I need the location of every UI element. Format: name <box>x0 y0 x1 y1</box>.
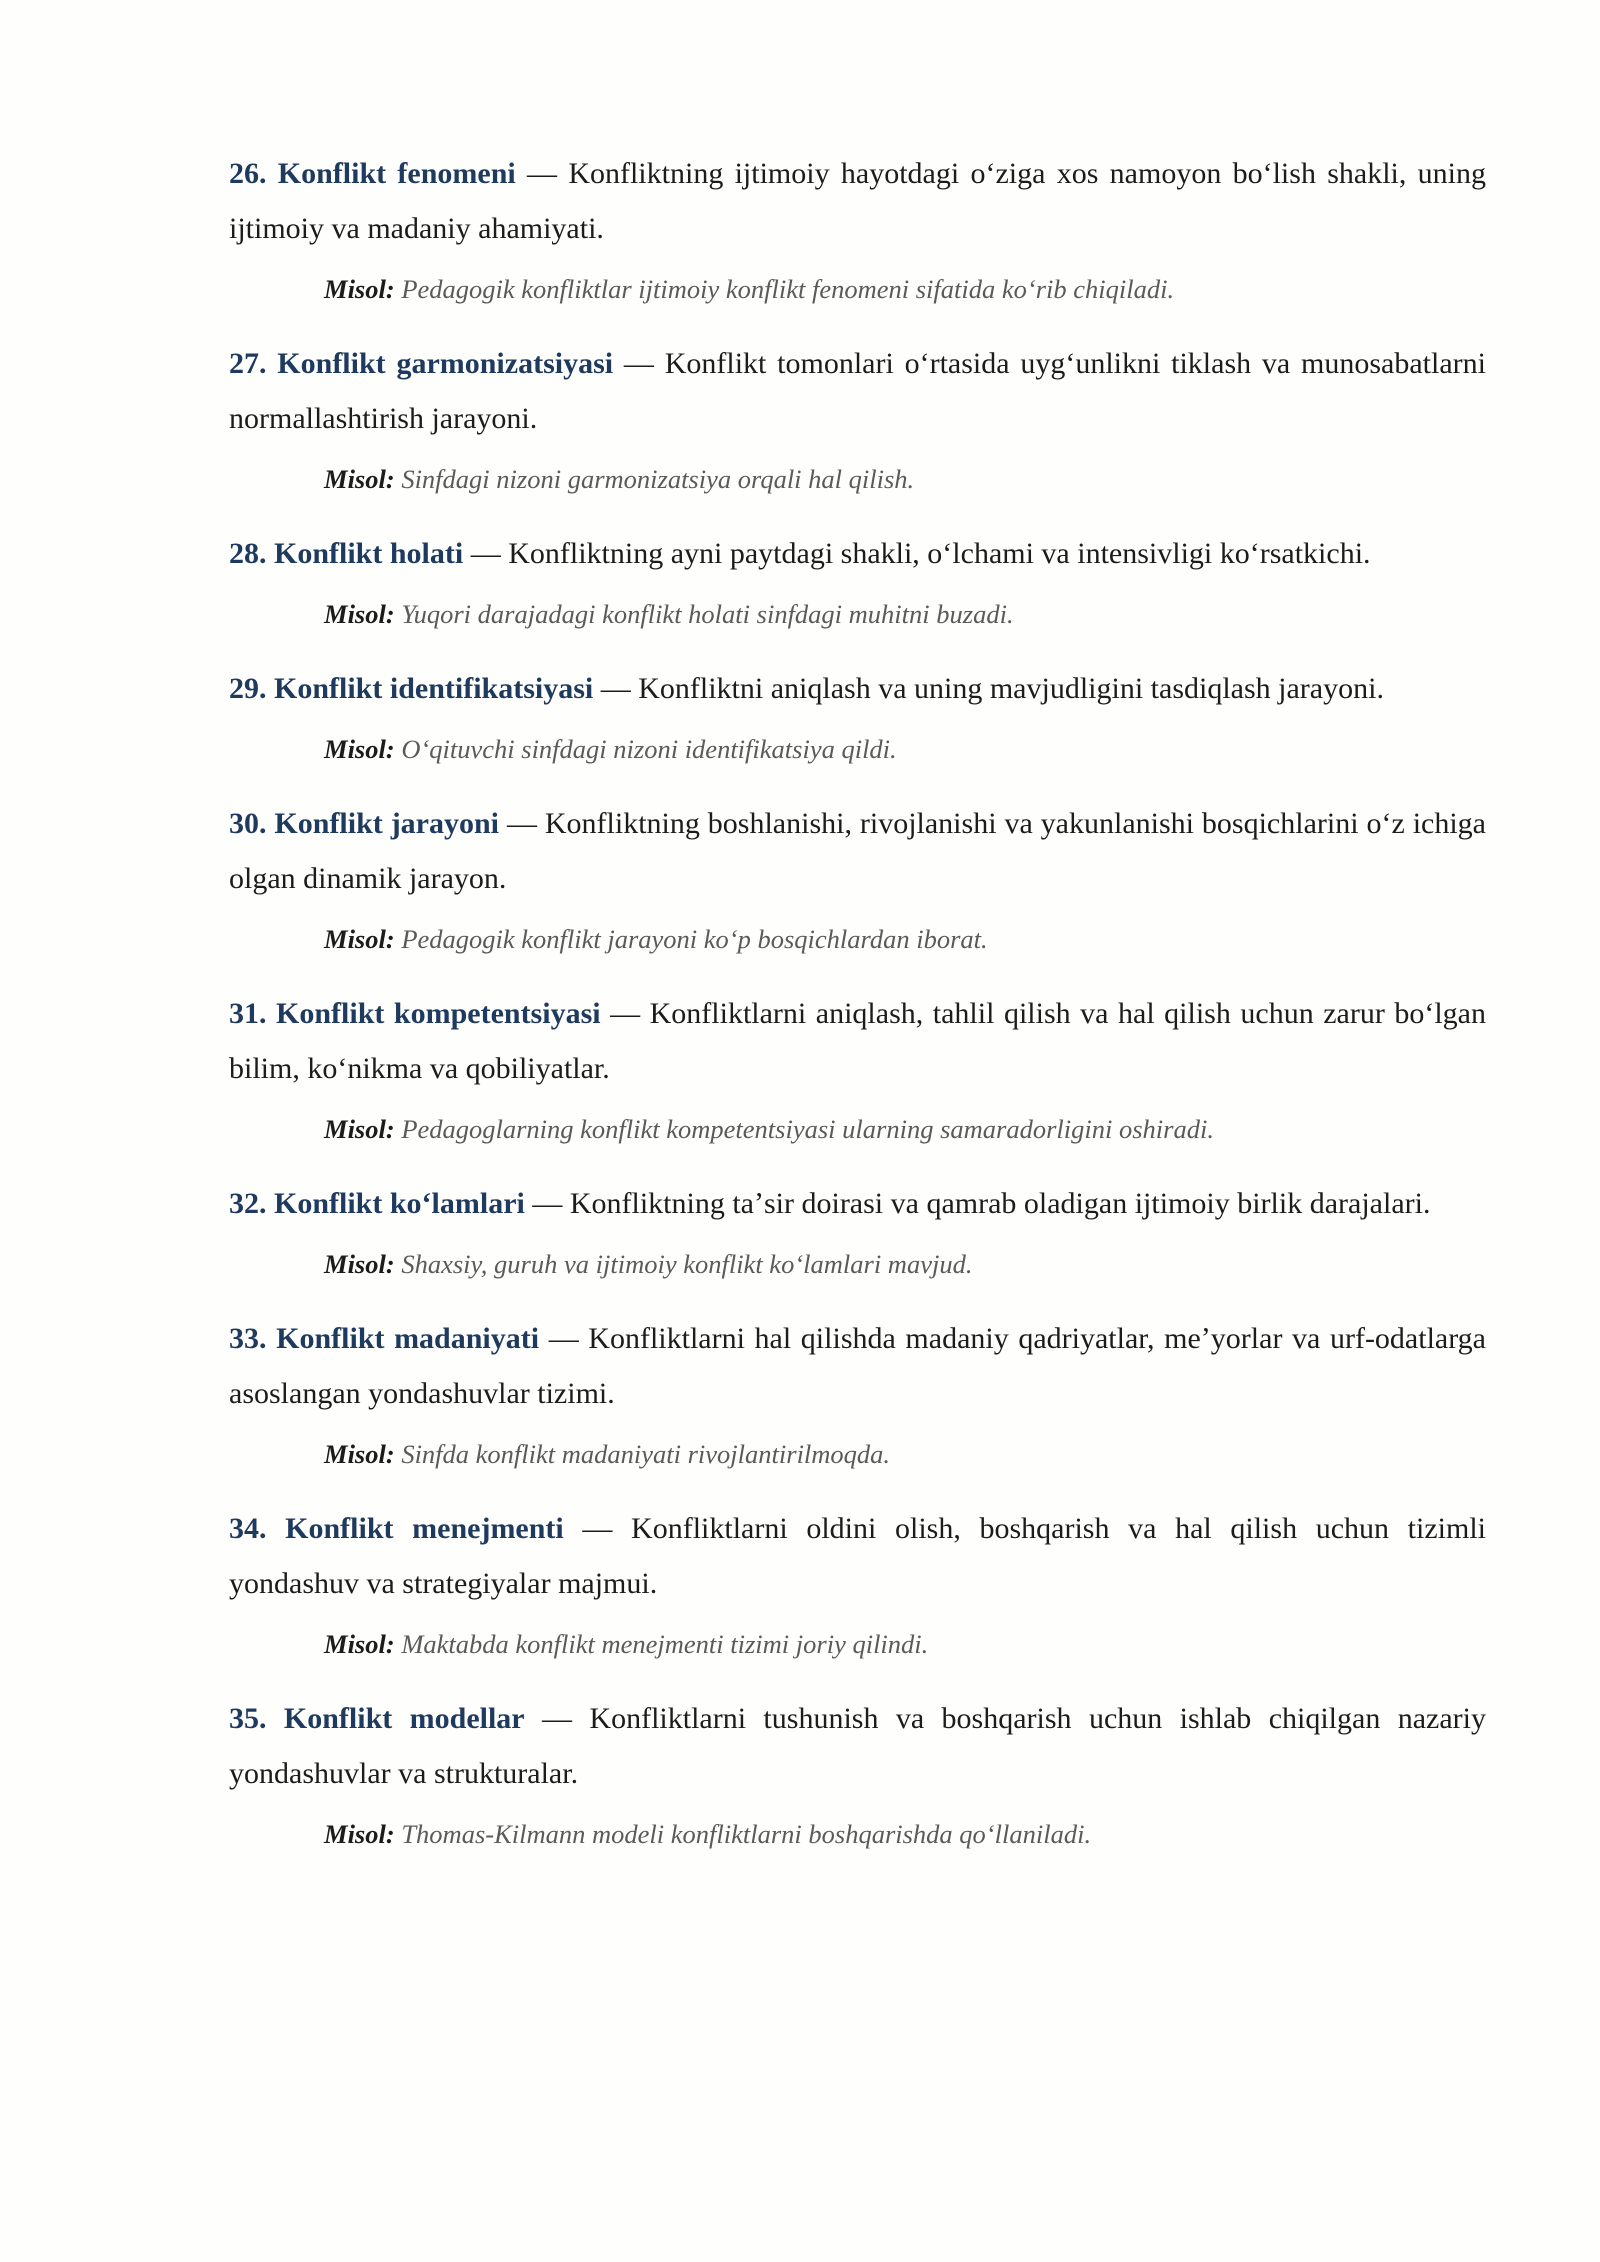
example-text: Thomas-Kilmann modeli konfliktlarni boshqarishda qoʻllaniladi. <box>401 1819 1092 1849</box>
example-line <box>324 459 1486 499</box>
example-line <box>324 1434 1486 1474</box>
term-definition: — Konfliktlarni tushunish va boshqarish uchun ishlab chiqilgan nazariy yondashuvlar va strukturalar. <box>229 1702 1486 1790</box>
example-text: Shaxsiy, guruh va ijtimoiy konflikt koʻlamlari mavjud. <box>401 1249 973 1279</box>
term-title: 26. Konflikt fenomeni <box>229 157 516 190</box>
example-line <box>324 269 1486 309</box>
glossary-entry-32 <box>229 1176 1486 1284</box>
example-text: Oʻqituvchi sinfdagi nizoni identifikatsiya qildi. <box>401 734 897 764</box>
example-label: Misol: <box>324 1114 395 1144</box>
term-definition: — Konfliktning ijtimoiy hayotdagi oʻziga xos namoyon boʻlish shakli, uning ijtimoiy va madaniy ahamiyati. <box>229 157 1487 245</box>
glossary-entry-28 <box>229 526 1486 634</box>
example-line <box>324 594 1486 634</box>
term-title: 32. Konflikt koʻlamlari <box>229 1187 525 1220</box>
example-text: Pedagoglarning konflikt kompetentsiyasi ularning samaradorligini oshiradi. <box>401 1114 1214 1144</box>
example-label: Misol: <box>324 1629 395 1659</box>
definition-text <box>229 1311 1486 1421</box>
definition-text <box>229 986 1486 1096</box>
example-label: Misol: <box>324 1249 395 1279</box>
glossary-entry-30 <box>229 796 1486 959</box>
glossary-entry-27 <box>229 336 1486 499</box>
term-definition: — Konfliktni aniqlash va uning mavjudligini tasdiqlash jarayoni. <box>593 672 1384 705</box>
example-label: Misol: <box>324 1439 395 1469</box>
term-title: 30. Konflikt jarayoni <box>229 807 500 840</box>
term-definition: — Konfliktlarni oldini olish, boshqarish va hal qilish uchun tizimli yondashuv va strategiyalar majmui. <box>229 1512 1486 1600</box>
example-line <box>324 729 1486 769</box>
glossary-entry-35 <box>229 1691 1486 1854</box>
definition-text <box>229 146 1486 256</box>
term-title: 33. Konflikt madaniyati <box>229 1322 540 1355</box>
definition-text <box>229 526 1486 581</box>
glossary-entry-29 <box>229 661 1486 769</box>
example-line <box>324 919 1486 959</box>
definition-text <box>229 1691 1486 1801</box>
term-definition: — Konfliktning boshlanishi, rivojlanishi va yakunlanishi bosqichlarini oʻz ichiga olgan dinamik jarayon. <box>229 807 1486 895</box>
glossary-entry-33 <box>229 1311 1486 1474</box>
term-title: 27. Konflikt garmonizatsiyasi <box>229 347 614 380</box>
example-label: Misol: <box>324 734 395 764</box>
example-text: Maktabda konflikt menejmenti tizimi joriy qilindi. <box>401 1629 929 1659</box>
example-text: Yuqori darajadagi konflikt holati sinfdagi muhitni buzadi. <box>401 599 1014 629</box>
example-label: Misol: <box>324 924 395 954</box>
term-definition: — Konflikt tomonlari oʻrtasida uygʻunlikni tiklash va munosabatlarni normallashtirish jarayoni. <box>229 347 1486 435</box>
definition-text <box>229 1176 1486 1231</box>
term-definition: — Konfliktning taʼsir doirasi va qamrab oladigan ijtimoiy birlik darajalari. <box>524 1187 1431 1220</box>
example-line <box>324 1244 1486 1284</box>
example-line <box>324 1109 1486 1149</box>
definition-text <box>229 796 1486 906</box>
example-label: Misol: <box>324 274 395 304</box>
term-title: 28. Konflikt holati <box>229 537 464 570</box>
example-text: Pedagogik konfliktlar ijtimoiy konflikt fenomeni sifatida koʻrib chiqiladi. <box>401 274 1175 304</box>
definition-text <box>229 1501 1486 1611</box>
example-text: Pedagogik konflikt jarayoni koʻp bosqichlardan iborat. <box>401 924 988 954</box>
term-title: 29. Konflikt identifikatsiyasi <box>229 672 594 705</box>
glossary-entry-31 <box>229 986 1486 1149</box>
example-line <box>324 1814 1486 1854</box>
example-text: Sinfdagi nizoni garmonizatsiya orqali hal qilish. <box>401 464 915 494</box>
term-definition: — Konfliktlarni aniqlash, tahlil qilish va hal qilish uchun zarur boʻlgan bilim, koʻnikma va qobiliyatlar. <box>229 997 1486 1085</box>
example-label: Misol: <box>324 464 395 494</box>
term-definition: — Konfliktning ayni paytdagi shakli, oʻlchami va intensivligi koʻrsatkichi. <box>463 537 1371 570</box>
example-line <box>324 1624 1486 1664</box>
example-label: Misol: <box>324 1819 395 1849</box>
term-title: 31. Konflikt kompetentsiyasi <box>229 997 601 1030</box>
term-title: 35. Konflikt modellar <box>229 1702 525 1735</box>
glossary-entry-34 <box>229 1501 1486 1664</box>
definition-text <box>229 336 1486 446</box>
definition-text <box>229 661 1486 716</box>
term-title: 34. Konflikt menejmenti <box>229 1512 564 1545</box>
term-definition: — Konfliktlarni hal qilishda madaniy qadriyatlar, meʼyorlar va urf-odatlarga asoslangan yondashuvlar tizimi. <box>229 1322 1486 1410</box>
example-label: Misol: <box>324 599 395 629</box>
document-page <box>229 146 1486 1881</box>
glossary-entry-26 <box>229 146 1486 309</box>
example-text: Sinfda konflikt madaniyati rivojlantirilmoqda. <box>401 1439 891 1469</box>
